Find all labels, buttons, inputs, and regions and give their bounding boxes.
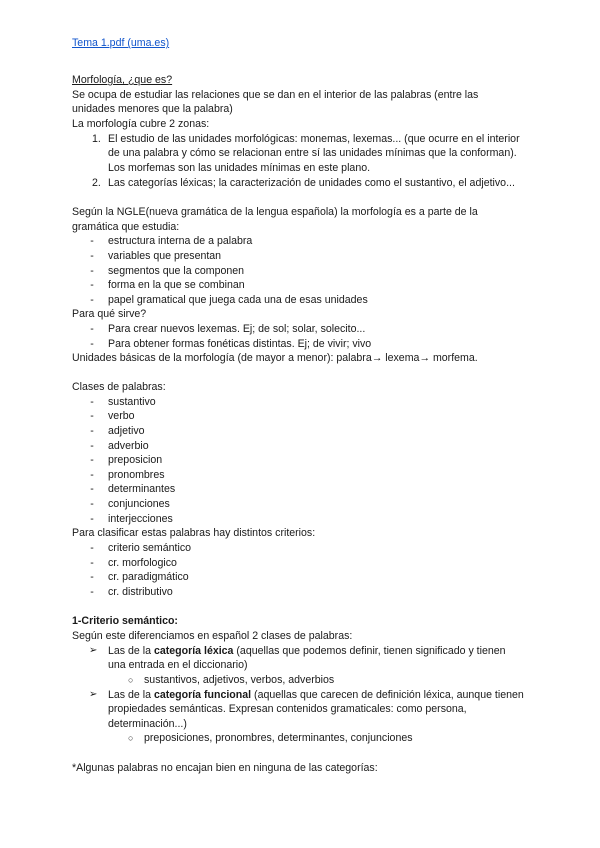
criterio-item: cr. distributivo	[108, 586, 173, 598]
criterio-item: criterio semántico	[108, 542, 192, 554]
ngle-item: papel gramatical que juega cada una de esas unidades	[108, 294, 368, 306]
categoria-funcional-sub: preposiciones, pronombres, determinantes, conjunciones	[144, 732, 413, 744]
dash-bullet: -	[90, 513, 94, 525]
dash-bullet: -	[90, 235, 94, 247]
zone-1-line-2: de una palabra y cómo se relacionan entre sí las unidades mínimas que la conforman).	[108, 147, 517, 159]
dash-bullet: -	[90, 469, 94, 481]
categoria-lexica-prefix: Las de la	[108, 645, 151, 657]
ngle-item: forma en la que se combinan	[108, 279, 245, 291]
para-que-heading: Para qué sirve?	[72, 308, 147, 320]
clase-item: adjetivo	[108, 425, 145, 437]
clase-item: verbo	[108, 410, 135, 422]
dash-bullet: -	[90, 571, 94, 583]
zone-2-text: Las categorías léxicas; la caracterización de unidades como el sustantivo, el adjetivo...	[108, 177, 515, 189]
dash-bullet: -	[90, 396, 94, 408]
criterio-item: cr. morfologico	[108, 557, 177, 569]
categoria-lexica-rest: (aquellas que podemos definir, tienen significado y tienen	[236, 645, 506, 657]
dash-bullet: -	[90, 542, 94, 554]
categoria-lexica-line-2: una entrada en el diccionario)	[108, 659, 248, 671]
categoria-funcional-bold: categoría funcional	[153, 689, 252, 701]
categoria-funcional-line-2: propiedades semánticas. Expresan contenidos gramaticales: como persona,	[108, 703, 467, 715]
arrow-bullet: ➢	[89, 689, 98, 700]
para-que-item: Para obtener formas fonéticas distintas. Ej; de vivir; vivo	[108, 338, 372, 350]
morfologia-heading: Morfología, ¿que es?	[72, 74, 173, 86]
clase-item: determinantes	[108, 483, 176, 495]
dash-bullet: -	[90, 265, 94, 277]
dash-bullet: -	[90, 440, 94, 452]
dash-bullet: -	[90, 586, 94, 598]
categoria-lexica-bold: categoría léxica	[153, 645, 234, 657]
definition-line-1: Se ocupa de estudiar las relaciones que se dan en el interior de las palabras (entre las	[72, 89, 479, 101]
ngle-intro-line-2: gramática que estudia:	[72, 221, 180, 233]
dash-bullet: -	[90, 410, 94, 422]
zone-1-line-3: Los morfemas son las unidades mínimas en este plano.	[108, 162, 371, 174]
dash-bullet: -	[90, 250, 94, 262]
criterios-heading: Para clasificar estas palabras hay distintos criterios:	[72, 527, 316, 539]
dash-bullet: -	[90, 454, 94, 466]
clases-heading: Clases de palabras:	[72, 381, 166, 393]
criterio-semantico-intro: Según este diferenciamos en español 2 clases de palabras:	[72, 630, 353, 642]
clase-item: conjunciones	[108, 498, 170, 510]
categoria-funcional-line-3: determinación...)	[108, 718, 187, 730]
ngle-intro-line-1: Según la NGLE(nueva gramática de la lengua española) la morfología es a parte de la	[72, 206, 478, 218]
unidades-basicas: Unidades básicas de la morfología (de mayor a menor): palabra→ lexema→ morfema.	[72, 352, 478, 364]
categoria-lexica-line-1	[108, 644, 506, 659]
dash-bullet: -	[90, 483, 94, 495]
para-que-item: Para crear nuevos lexemas. Ej; de sol; solar, solecito...	[108, 323, 366, 335]
circle-bullet: ○	[128, 675, 134, 685]
nota-categorias: *Algunas palabras no encajan bien en ninguna de las categorías:	[72, 762, 378, 774]
dash-bullet: -	[90, 498, 94, 510]
categoria-funcional-line-1	[108, 688, 524, 703]
zones-intro: La morfología cubre 2 zonas:	[72, 118, 210, 130]
ngle-item: estructura interna de a palabra	[108, 235, 253, 247]
source-link[interactable]: Tema 1.pdf (uma.es)	[72, 37, 170, 49]
definition-line-2: unidades menores que la palabra)	[72, 103, 233, 115]
ngle-item: variables que presentan	[108, 250, 222, 262]
categoria-funcional-rest: (aquellas que carecen de definición léxica, aunque tienen	[254, 689, 524, 701]
criterio-semantico-heading: 1-Criterio semántico:	[72, 615, 178, 627]
dash-bullet: -	[90, 557, 94, 569]
clase-item: pronombres	[108, 469, 165, 481]
zone-1-line-1: El estudio de las unidades morfológicas: monemas, lexemas... (que ocurre en el interior	[108, 133, 520, 145]
clase-item: interjecciones	[108, 513, 173, 525]
clase-item: adverbio	[108, 440, 149, 452]
circle-bullet: ○	[128, 733, 134, 743]
clase-item: sustantivo	[108, 396, 156, 408]
criterio-item: cr. paradigmático	[108, 571, 189, 583]
ngle-item: segmentos que la componen	[108, 265, 245, 277]
clase-item: preposicion	[108, 454, 163, 466]
arrow-bullet: ➢	[89, 645, 98, 656]
categoria-funcional-prefix: Las de la	[108, 689, 151, 701]
dash-bullet: -	[90, 279, 94, 291]
categoria-lexica-sub: sustantivos, adjetivos, verbos, adverbios	[144, 674, 335, 686]
dash-bullet: -	[90, 294, 94, 306]
dash-bullet: -	[90, 425, 94, 437]
zone-2-number: 2.	[92, 177, 101, 189]
dash-bullet: -	[90, 323, 94, 335]
zone-1-number: 1.	[92, 133, 101, 145]
dash-bullet: -	[90, 338, 94, 350]
